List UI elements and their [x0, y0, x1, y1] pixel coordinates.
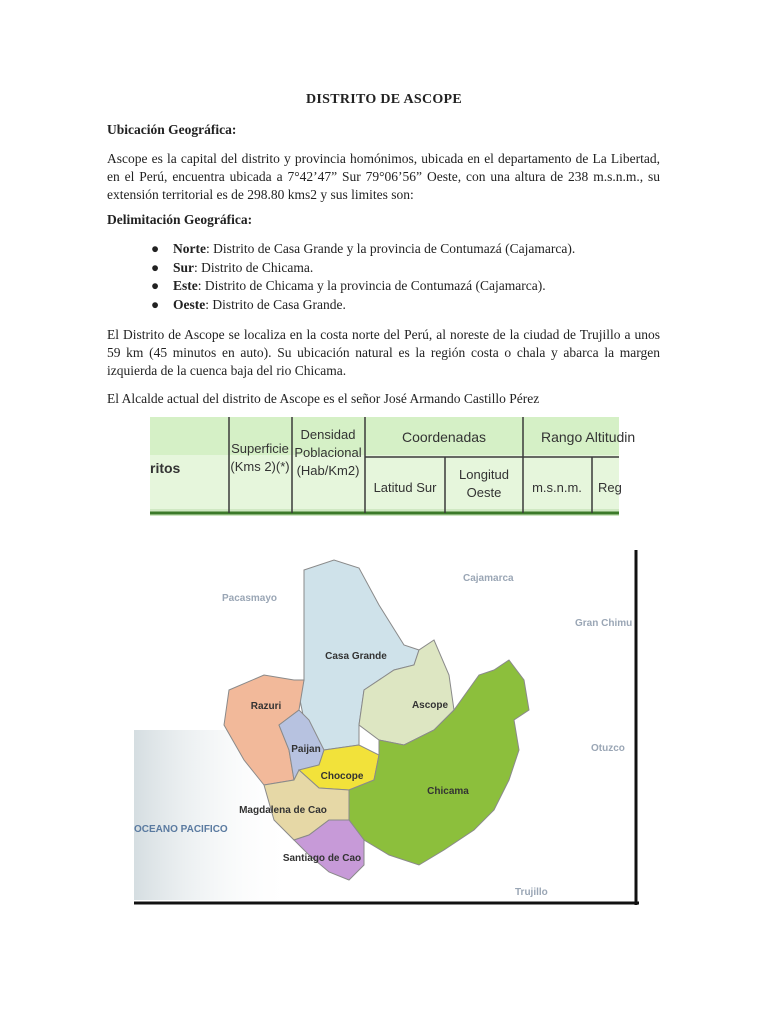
list-item: [151, 240, 576, 259]
limit-label: Sur: [173, 259, 195, 275]
district-map: [134, 550, 639, 905]
label-otuzco: Otuzco: [591, 743, 625, 754]
limit-text: : Distrito de Chicama.: [194, 259, 314, 275]
col-densidad-1: Densidad: [300, 427, 356, 442]
label-oceano: OCEANO PACIFICO: [134, 824, 228, 835]
bullet-icon: ●: [151, 241, 160, 256]
col-reg: Reg: [598, 480, 622, 495]
list-item: [151, 296, 575, 315]
label-casa-grande: Casa Grande: [325, 651, 387, 662]
label-ascope: Ascope: [411, 700, 449, 711]
col-longitud-1: Longitud: [459, 467, 509, 482]
bullet-icon: ●: [151, 296, 160, 312]
ubicacion-heading: Ubicación Geográfica:: [107, 122, 237, 137]
col-superficie-2: (Kms 2)(*): [230, 459, 290, 474]
label-pacasmayo: Pacasmayo: [222, 593, 278, 604]
limits-list: [151, 240, 576, 314]
col-msnm: m.s.n.m.: [532, 480, 582, 495]
delimitacion-heading: Delimitación Geográfica:: [107, 212, 253, 227]
col-latitud: Latitud Sur: [373, 480, 437, 495]
col-superficie-1: Superficie: [231, 441, 289, 456]
label-chicama: Chicama: [427, 786, 469, 797]
districts-table-header: [150, 417, 636, 516]
list-item: [151, 277, 575, 296]
label-gran-chimu: Gran Chimu: [575, 618, 633, 629]
list-item: [151, 259, 575, 278]
limit-label: Norte: [173, 241, 206, 256]
col-coordenadas: Coordenadas: [401, 429, 487, 445]
col-densidad-2: Poblacional: [294, 445, 362, 460]
page-title: DISTRITO DE ASCOPE: [305, 92, 463, 107]
limit-label: Este: [173, 278, 198, 293]
label-santiago: Santiago de Cao: [282, 853, 362, 864]
limit-text: : Distrito de Chicama y la provincia de Contumazá (Cajamarca).: [197, 278, 546, 293]
bullet-icon: ●: [151, 259, 160, 275]
label-magdalena: Magdalena de Cao: [239, 805, 327, 816]
location-paragraph: El Distrito de Ascope se localiza en la costa norte del Perú, al noreste de la ciudad de Trujillo a unos 59 km (45 minutos en auto). Su ubicación natural es la región costa o chala y abarca la margen izquierda de la cuenca baja del rio Chicama.: [107, 327, 660, 378]
alcalde-paragraph: El Alcalde actual del distrito de Ascope es el señor José Armando Castillo Pérez: [107, 391, 540, 406]
bullet-icon: ●: [151, 278, 160, 293]
label-cajamarca: Cajamarca: [463, 573, 514, 584]
col-longitud-2: Oeste: [466, 485, 502, 500]
col-densidad-3: (Hab/Km2): [296, 463, 360, 478]
limit-text: : Distrito de Casa Grande.: [205, 296, 346, 312]
limit-text: : Distrito de Casa Grande y la provincia de Contumazá (Cajamarca).: [205, 241, 576, 256]
label-paijan: Paijan: [291, 744, 321, 755]
col-rango: Rango Altitudin: [541, 429, 636, 445]
ubicacion-paragraph: Ascope es la capital del distrito y provincia homónimos, ubicada en el departamento de La Libertad, en el Perú, encuentra ubicada a 7°42’47” Sur 79°06’56” Oeste, con una altura de 238 m.s.n.m., su extensión territorial es de 298.80 kms2 y sus limites son:: [107, 151, 660, 202]
limit-label: Oeste: [173, 296, 206, 312]
col-distritos: ritos: [150, 460, 181, 476]
label-razuri: Razuri: [250, 701, 282, 712]
label-trujillo: Trujillo: [515, 887, 548, 898]
label-chocope: Chocope: [320, 771, 364, 782]
